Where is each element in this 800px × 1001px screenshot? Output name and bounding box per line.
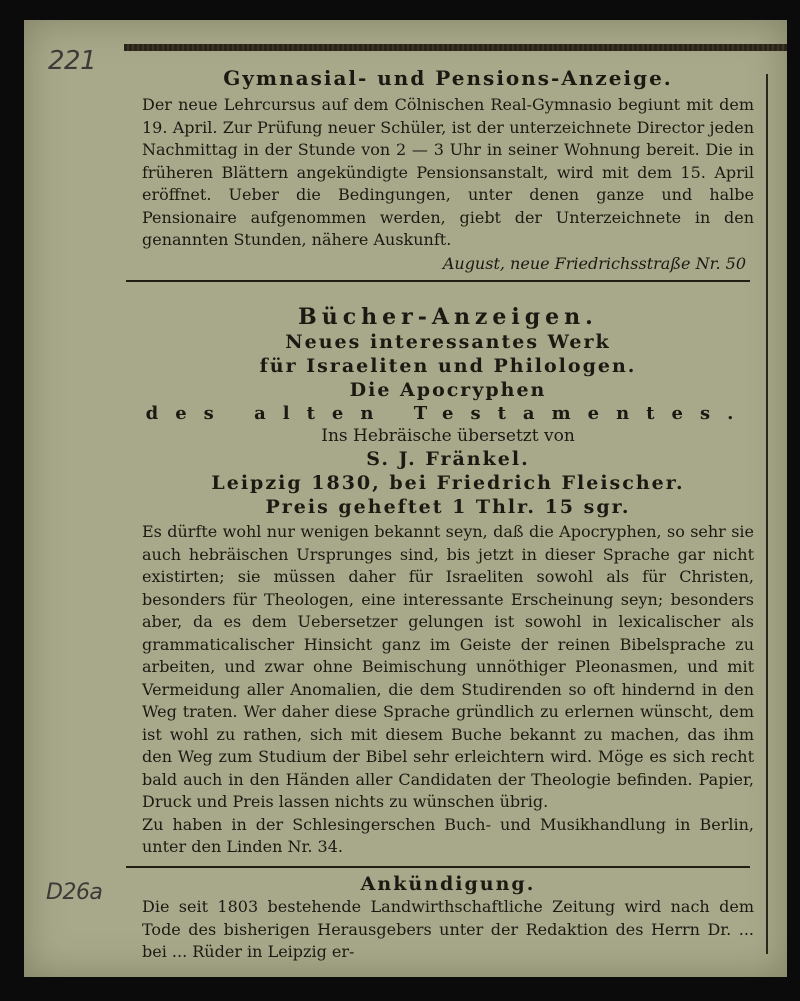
book-ad-subtitle: des alten Testamentes.	[145, 403, 751, 424]
gymnasium-notice-signature: August, neue Friedrichsstraße Nr. 50	[442, 253, 746, 273]
gymnasium-notice-body: Der neue Lehrcursus auf dem Cölnischen Real-Gymnasio begiunt mit dem 19. April. Zur Prüfung neuer Schüler, ist der unterzeichnete Director jeden Nachmittag in der Stunde von 2 — 3 Uhr in seiner Wohnung bereit. Die in früheren Blättern angekündigte Pensionsanstalt, wird mit dem 15. April eröffnet. Ueber die Bedingungen, unter denen ganze und halbe Pensionaire aufgenommen werden, giebt der Unterzeichnete in den genannten Stunden, nähere Auskunft.	[142, 95, 754, 249]
announcement	[142, 872, 754, 964]
book-ad-translation-note: Ins Hebräische übersetzt von	[321, 426, 575, 446]
gymnasium-notice-title: Gymnasial- und Pensions-Anzeige.	[223, 66, 673, 90]
newspaper-clipping	[24, 20, 787, 977]
book-ad-publisher: Leipzig 1830, bei Friedrich Fleischer.	[211, 472, 685, 494]
right-column-rule	[766, 74, 768, 954]
gymnasium-notice	[142, 66, 754, 288]
handwritten-archive-code: D26a	[46, 880, 103, 905]
section-divider-2	[126, 866, 750, 868]
top-border-rule	[124, 44, 787, 51]
book-ad-author: S. J. Fränkel.	[366, 448, 530, 470]
book-ad-body: Es dürfte wohl nur wenigen bekannt seyn, daß die Apocryphen, so sehr sie auch hebräischen Ursprunges sind, bis jetzt in dieser Sprache gar nicht existirten; sie müssen daher für Israeliten sowohl als für Christen, besonders für Theologen, eine interessante Erscheinung seyn; besonders aber, da es dem Uebersetzer gelungen ist sowohl in lexicalischer als grammaticalischer Hinsicht ganz im Geiste der reinen Bibelsprache zu arbeiten, und zwar ohne Beimischung unnöthiger Pleonasmen, und mit Vermeidung aller Anomalien, die dem Studirenden so oft hindernd in den Weg traten. Wer daher diese Sprache gründlich zu erlernen wünscht, dem ist wohl zu rathen, sich mit diesem Buche bekannt zu machen, das ihm den Weg zum Studium der Bibel sehr erleichtern wird. Möge es sich recht bald auch in den Händen aller Candidaten der Theologie befinden. Papier, Druck und Preis lassen nichts zu wünschen übrig.	[142, 522, 754, 811]
book-ads-heading: Bücher-Anzeigen.	[298, 304, 598, 330]
book-ad-price: Preis geheftet 1 Thlr. 15 sgr.	[265, 496, 631, 518]
book-ad-title: Die Apocryphen	[349, 379, 547, 401]
book-ad-line-1: Neues interessantes Werk	[285, 331, 611, 353]
book-ad-line-2: für Israeliten und Philologen.	[259, 355, 637, 377]
book-ad-availability: Zu haben in der Schlesingerschen Buch- und Musikhandlung in Berlin, unter den Linden Nr. 34.	[142, 814, 754, 856]
announcement-body: Die seit 1803 bestehende Landwirthschaftliche Zeitung wird nach dem Tode des bisherigen Herausgebers unter der Redaktion des Herrn Dr. ... bei ... Rüder in Leipzig er-	[142, 897, 754, 961]
announcement-heading: Ankündigung.	[360, 873, 536, 895]
handwritten-page-number: 221	[48, 46, 97, 76]
section-divider	[126, 280, 750, 282]
book-advertisement	[142, 304, 754, 874]
